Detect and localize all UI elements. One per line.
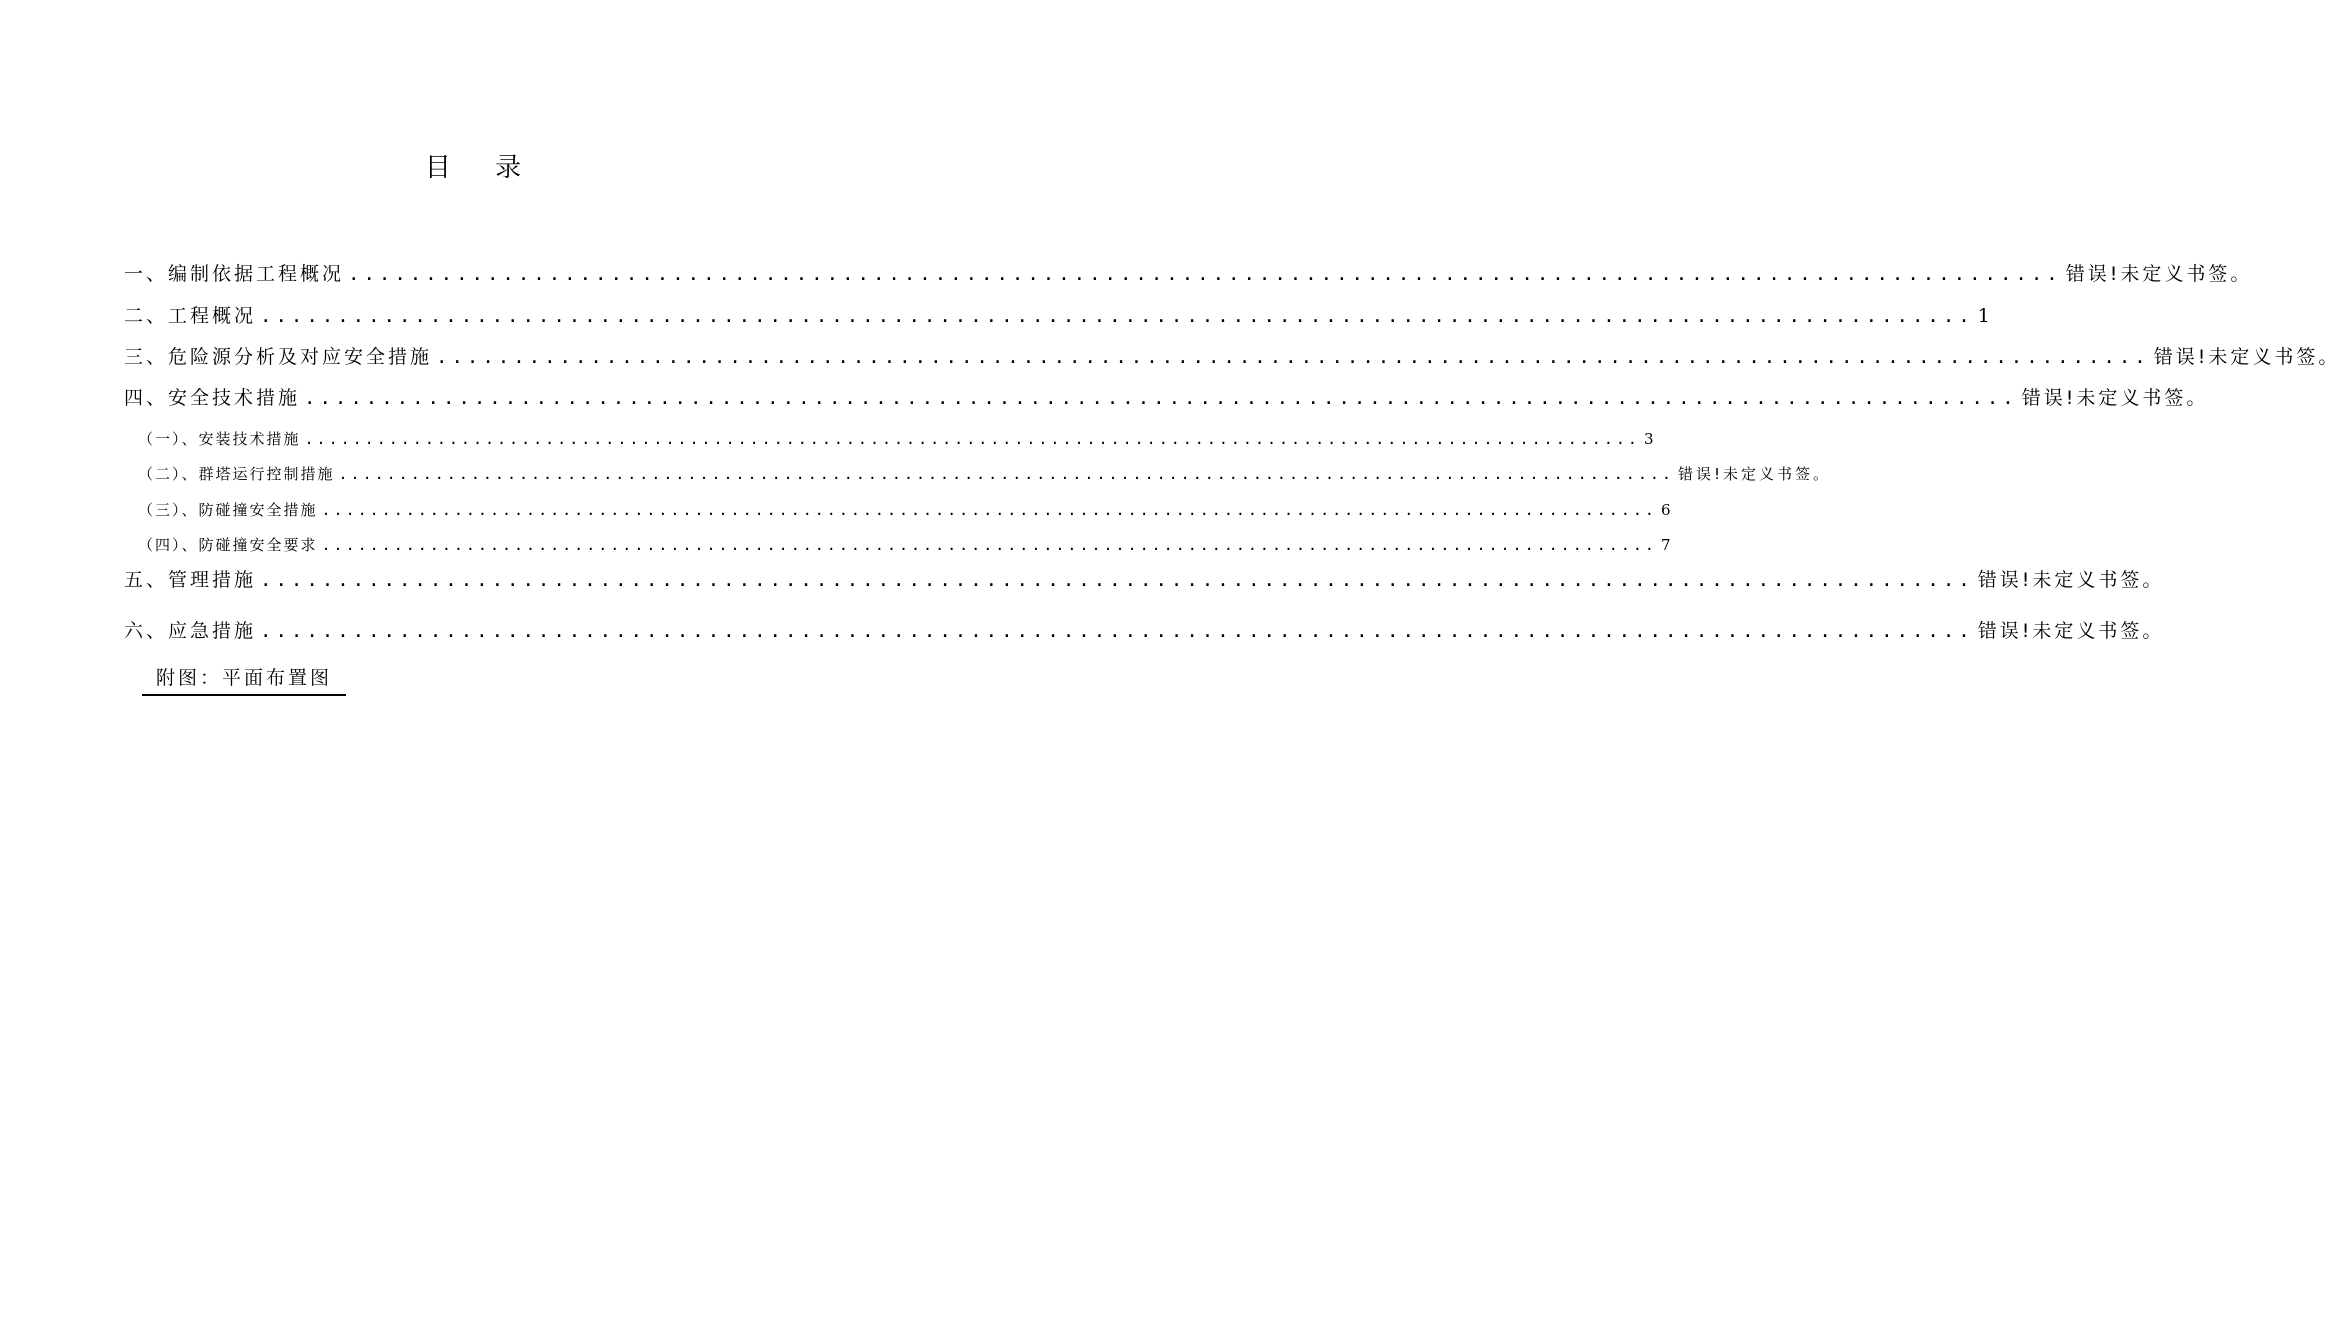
toc-entry-label: 四、安全技术措施 (124, 387, 301, 409)
toc-entry-page: 1 (1977, 305, 1990, 327)
toc-subentry-4[interactable] (124, 534, 1671, 556)
toc-entry-label: （三）、防碰撞安全措施 (138, 501, 318, 519)
appendix-link[interactable]: 附图：平面布置图 (142, 664, 346, 696)
toc-entry-1[interactable] (124, 260, 2253, 288)
dot-leader: ............................................................................................................... (260, 305, 1974, 327)
toc-entry-page: 错误!未定义书签。 (1977, 620, 2165, 642)
toc-entry-label: 一、编制依据工程概况 (124, 263, 345, 285)
toc-entry-page: 错误!未定义书签。 (1677, 465, 1831, 483)
dot-leader: ............................................................................................................... (321, 536, 1657, 554)
toc-entry-2[interactable] (124, 302, 1990, 330)
dot-leader: ............................................................................................................... (260, 620, 1974, 642)
toc-entry-3[interactable] (124, 343, 2340, 371)
dot-leader: ............................................................................................................... (436, 346, 2150, 368)
dot-leader: ............................................................................................................... (321, 501, 1657, 519)
toc-entry-label: 六、应急措施 (124, 620, 257, 642)
toc-subentry-3[interactable] (124, 499, 1671, 521)
toc-entry-page: 6 (1660, 501, 1671, 519)
toc-entry-page: 3 (1643, 430, 1654, 448)
toc-entry-page: 错误!未定义书签。 (2065, 263, 2253, 285)
dot-leader: ............................................................................................................... (348, 263, 2062, 285)
toc-entry-page: 错误!未定义书签。 (2153, 346, 2340, 368)
toc-entry-label: （二）、群塔运行控制措施 (138, 465, 335, 483)
dot-leader: ............................................................................................................... (304, 387, 2018, 409)
toc-subentry-2[interactable] (124, 463, 1831, 485)
page-title: 目 录 (424, 153, 540, 183)
toc-entry-label: （四）、防碰撞安全要求 (138, 536, 318, 554)
toc-entry-6[interactable] (124, 617, 2165, 645)
dot-leader: ............................................................................................................... (338, 465, 1674, 483)
dot-leader: ............................................................................................................... (304, 430, 1640, 448)
toc-subentry-1[interactable] (124, 428, 1654, 450)
toc-entry-label: 五、管理措施 (124, 569, 257, 591)
toc-entry-label: （一）、安装技术措施 (138, 430, 301, 448)
toc-entry-page: 错误!未定义书签。 (1977, 569, 2165, 591)
toc-entry-4[interactable] (124, 384, 2209, 412)
toc-entry-label: 二、工程概况 (124, 305, 257, 327)
dot-leader: ............................................................................................................... (260, 569, 1974, 591)
toc-entry-5[interactable] (124, 566, 2165, 594)
toc-entry-page: 错误!未定义书签。 (2021, 387, 2209, 409)
toc-entry-label: 三、危险源分析及对应安全措施 (124, 346, 433, 368)
toc-entry-page: 7 (1660, 536, 1671, 554)
